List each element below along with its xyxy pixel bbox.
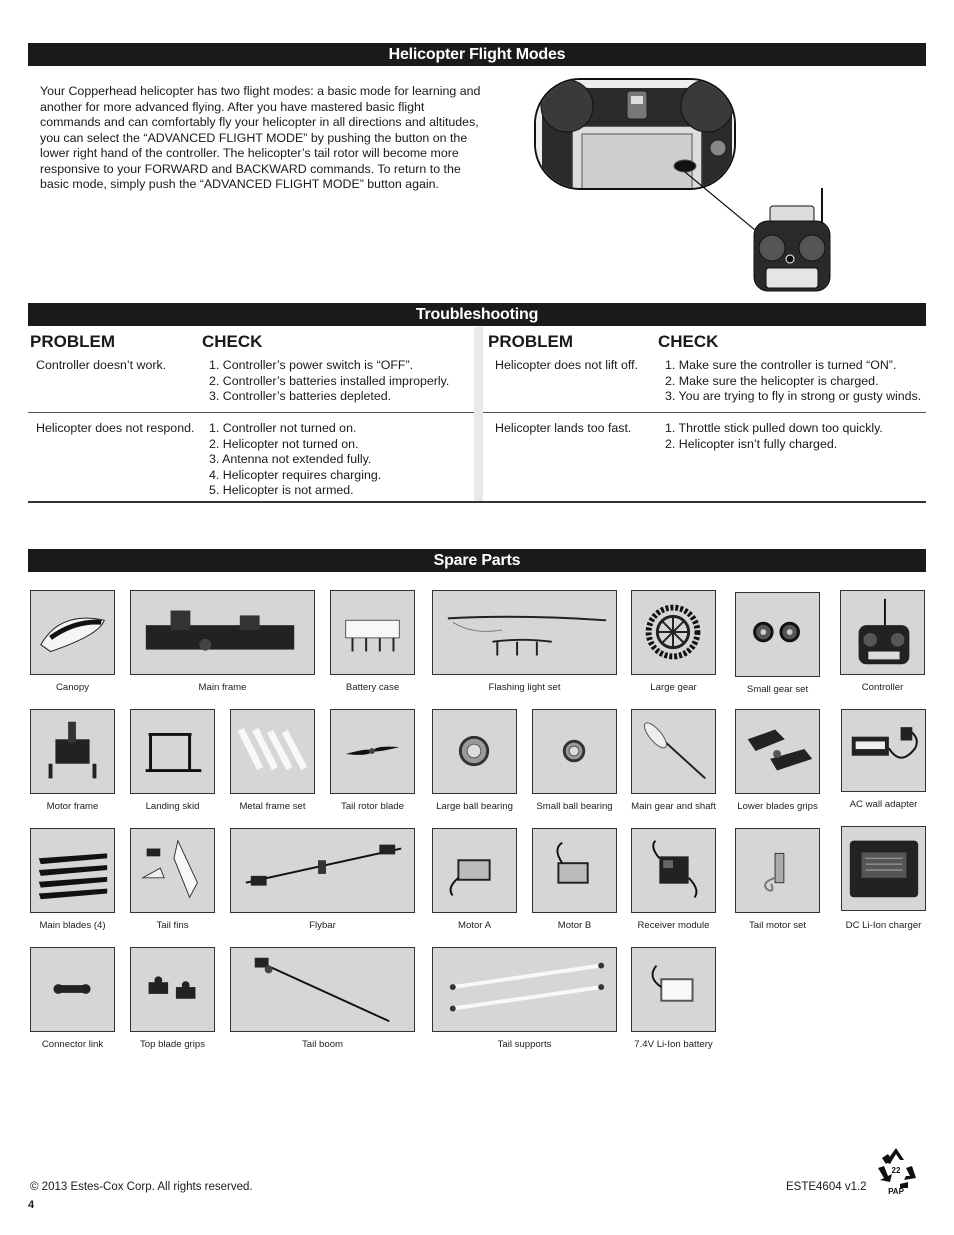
main-frame-icon xyxy=(131,591,314,674)
part-photo xyxy=(230,947,415,1032)
part-label: Tail rotor blade xyxy=(341,801,404,812)
table-divider xyxy=(474,327,483,502)
check-item: 2. Controller’s batteries installed improperly. xyxy=(209,373,450,388)
flashing-light-set-icon xyxy=(433,591,616,674)
problem-text: Controller doesn’t work. xyxy=(36,358,167,372)
part-photo xyxy=(130,709,215,794)
part-label: Receiver module xyxy=(637,920,710,931)
part-label: Tail motor set xyxy=(748,920,807,931)
spare-part-item xyxy=(840,590,925,697)
page-number: 4 xyxy=(28,1199,35,1211)
spare-part-item xyxy=(735,828,820,935)
ac-wall-adapter-icon xyxy=(842,710,925,791)
spare-part-item xyxy=(230,947,415,1054)
spare-part-item xyxy=(631,828,716,935)
top-blade-grips-icon xyxy=(131,948,214,1031)
spare-part-item xyxy=(841,709,926,814)
check-item: 4. Helicopter requires charging. xyxy=(209,467,382,482)
part-label: Small ball bearing xyxy=(536,801,613,812)
part-photo xyxy=(432,947,617,1032)
spare-part-item xyxy=(631,590,716,697)
check-item: 2. Helicopter isn’t fully charged. xyxy=(665,436,838,451)
part-label: Top blade grips xyxy=(139,1039,206,1050)
part-label: Controller xyxy=(861,682,904,693)
spare-part-item xyxy=(130,828,215,935)
dc-charger-icon xyxy=(842,827,925,910)
recycle-number: 22 xyxy=(891,1166,901,1175)
spare-part-item xyxy=(230,828,415,935)
part-photo xyxy=(30,590,115,675)
large-ball-bearing-icon xyxy=(433,710,516,793)
problem-header-left: PROBLEM xyxy=(30,332,115,351)
tail-rotor-blade-icon xyxy=(331,710,414,793)
part-label: Motor B xyxy=(557,920,592,931)
spare-part-item xyxy=(30,590,115,697)
part-photo xyxy=(30,947,115,1032)
table-bottom-rule xyxy=(28,501,926,503)
part-photo xyxy=(330,709,415,794)
check-item: 3. Controller’s batteries depleted. xyxy=(209,389,392,403)
flybar-icon xyxy=(231,829,414,912)
troubleshooting-heading: Troubleshooting xyxy=(28,303,926,326)
landing-skid-icon xyxy=(131,710,214,793)
document-id: ESTE4604 v1.2 xyxy=(786,1181,867,1193)
problem-text: Helicopter lands too fast. xyxy=(495,421,632,435)
part-label: Lower blades grips xyxy=(737,801,818,812)
part-label: Large ball bearing xyxy=(436,801,513,812)
part-photo xyxy=(130,828,215,913)
part-label: Connector link xyxy=(41,1039,104,1050)
part-label: Motor A xyxy=(457,920,492,931)
spare-part-item xyxy=(30,947,115,1054)
part-photo xyxy=(230,709,315,794)
check-item: 2. Helicopter not turned on. xyxy=(209,436,359,451)
copyright: © 2013 Estes-Cox Corp. All rights reserved. xyxy=(30,1181,253,1193)
spare-part-item xyxy=(330,709,415,816)
small-ball-bearing-icon xyxy=(533,710,616,793)
check-list xyxy=(209,358,449,405)
part-label: Main gear and shaft xyxy=(631,801,716,812)
problem-text: Helicopter does not lift off. xyxy=(495,358,639,372)
part-photo xyxy=(840,590,925,675)
part-photo xyxy=(330,590,415,675)
motor-frame-icon xyxy=(31,710,114,793)
connector-link-icon xyxy=(31,948,114,1031)
check-item: 2. Make sure the helicopter is charged. xyxy=(665,373,879,388)
spare-part-item xyxy=(130,709,215,816)
check-item: 1. Controller’s power switch is “OFF”. xyxy=(209,358,414,372)
part-label: Flashing light set xyxy=(488,682,561,693)
part-photo xyxy=(432,709,517,794)
part-photo xyxy=(841,826,926,911)
check-list xyxy=(665,358,921,405)
check-item: 3. You are trying to fly in strong or gusty winds. xyxy=(665,389,922,403)
check-item: 3. Antenna not extended fully. xyxy=(209,452,372,466)
check-item: 5. Helicopter is not armed. xyxy=(209,483,354,497)
spare-part-item xyxy=(130,590,315,697)
part-photo xyxy=(631,947,716,1032)
part-photo xyxy=(30,709,115,794)
spare-parts-heading: Spare Parts xyxy=(28,549,926,572)
part-label: AC wall adapter xyxy=(849,799,918,810)
part-label: Tail boom xyxy=(301,1039,344,1050)
spare-part-item xyxy=(841,826,926,933)
part-photo xyxy=(735,709,820,794)
troubleshooting-table xyxy=(28,327,926,502)
part-label: Main frame xyxy=(198,682,247,693)
controller-icon xyxy=(841,591,924,674)
spare-part-item xyxy=(30,828,115,935)
check-list xyxy=(209,421,381,499)
main-blades-icon xyxy=(31,829,114,912)
part-photo xyxy=(30,828,115,913)
part-photo xyxy=(631,590,716,675)
metal-frame-set-icon xyxy=(231,710,314,793)
spare-part-item xyxy=(735,592,820,699)
part-label: 7.4V Li-Ion battery xyxy=(634,1039,713,1050)
tail-boom-icon xyxy=(231,948,414,1031)
part-photo xyxy=(432,590,617,675)
part-photo xyxy=(631,828,716,913)
spare-part-item xyxy=(230,709,315,816)
row-divider xyxy=(28,412,474,413)
part-label: Small gear set xyxy=(746,684,809,695)
tail-supports-icon xyxy=(433,948,616,1031)
recycle-symbol xyxy=(874,1146,918,1196)
part-label: Battery case xyxy=(345,682,400,693)
spare-part-item xyxy=(532,709,617,816)
check-item: 1. Throttle stick pulled down too quickly. xyxy=(665,421,883,435)
lower-blade-grips-icon xyxy=(736,710,819,793)
part-label: Canopy xyxy=(55,682,90,693)
part-photo xyxy=(735,592,820,677)
flight-modes-heading: Helicopter Flight Modes xyxy=(28,43,926,66)
part-photo xyxy=(532,828,617,913)
tail-fins-icon xyxy=(131,829,214,912)
check-list xyxy=(665,421,883,452)
receiver-module-icon xyxy=(632,829,715,912)
canopy-icon xyxy=(31,591,114,674)
tail-motor-set-icon xyxy=(736,829,819,912)
part-label: Motor frame xyxy=(46,801,99,812)
spare-part-item xyxy=(130,947,215,1054)
problem-text: Helicopter does not respond. xyxy=(36,421,195,435)
motor-b-icon xyxy=(533,829,616,912)
part-label: Large gear xyxy=(650,682,697,693)
part-label: Tail supports xyxy=(497,1039,552,1050)
part-label: Landing skid xyxy=(145,801,200,812)
part-photo xyxy=(130,590,315,675)
check-item: 1. Controller not turned on. xyxy=(209,421,357,435)
spare-part-item xyxy=(30,709,115,816)
part-label: Flybar xyxy=(309,920,336,931)
spare-part-item xyxy=(532,828,617,935)
spare-part-item xyxy=(735,709,820,816)
spare-part-item xyxy=(631,709,716,816)
check-item: 1. Make sure the controller is turned “ON”. xyxy=(665,358,897,372)
part-label: Metal frame set xyxy=(239,801,306,812)
controller-button-icon xyxy=(532,76,832,294)
part-photo xyxy=(631,709,716,794)
check-header-left: CHECK xyxy=(202,332,263,351)
large-gear-icon xyxy=(632,591,715,674)
recycle-code: PAP xyxy=(888,1187,904,1196)
spare-part-item xyxy=(432,828,517,935)
part-photo xyxy=(735,828,820,913)
battery-case-icon xyxy=(331,591,414,674)
problem-header-right: PROBLEM xyxy=(488,332,573,351)
main-gear-shaft-icon xyxy=(632,710,715,793)
part-label: DC Li-Ion charger xyxy=(845,920,922,931)
part-label: Main blades (4) xyxy=(39,920,106,931)
motor-a-icon xyxy=(433,829,516,912)
check-header-right: CHECK xyxy=(658,332,719,351)
small-gear-set-icon xyxy=(736,593,819,676)
recycle-icon xyxy=(874,1146,918,1196)
battery-icon xyxy=(632,948,715,1031)
spare-part-item xyxy=(432,947,617,1054)
part-photo xyxy=(841,709,926,792)
part-photo xyxy=(432,828,517,913)
part-photo xyxy=(532,709,617,794)
spare-part-item xyxy=(432,590,617,697)
spare-part-item xyxy=(330,590,415,697)
row-divider xyxy=(483,412,926,413)
spare-part-item xyxy=(631,947,716,1054)
controller-diagram xyxy=(532,76,832,294)
part-photo xyxy=(230,828,415,913)
spare-part-item xyxy=(432,709,517,816)
flight-modes-text: Your Copperhead helicopter has two flight modes: a basic mode for learning and another for more advanced flying. After you have mastered basic flight commands and can comfortably fly your helicopter in all directions and altitudes, you can select the “ADVANCED FLIGHT MODE” by pushing the button on the lower right hand of the controller. The helicopter’s tail rotor will become more responsive to your FORWARD and BACKWARD commands. To return to the basic mode, simply push the “ADVANCED FLIGHT MODE” button again. xyxy=(40,84,481,191)
part-photo xyxy=(130,947,215,1032)
part-label: Tail fins xyxy=(156,920,189,931)
